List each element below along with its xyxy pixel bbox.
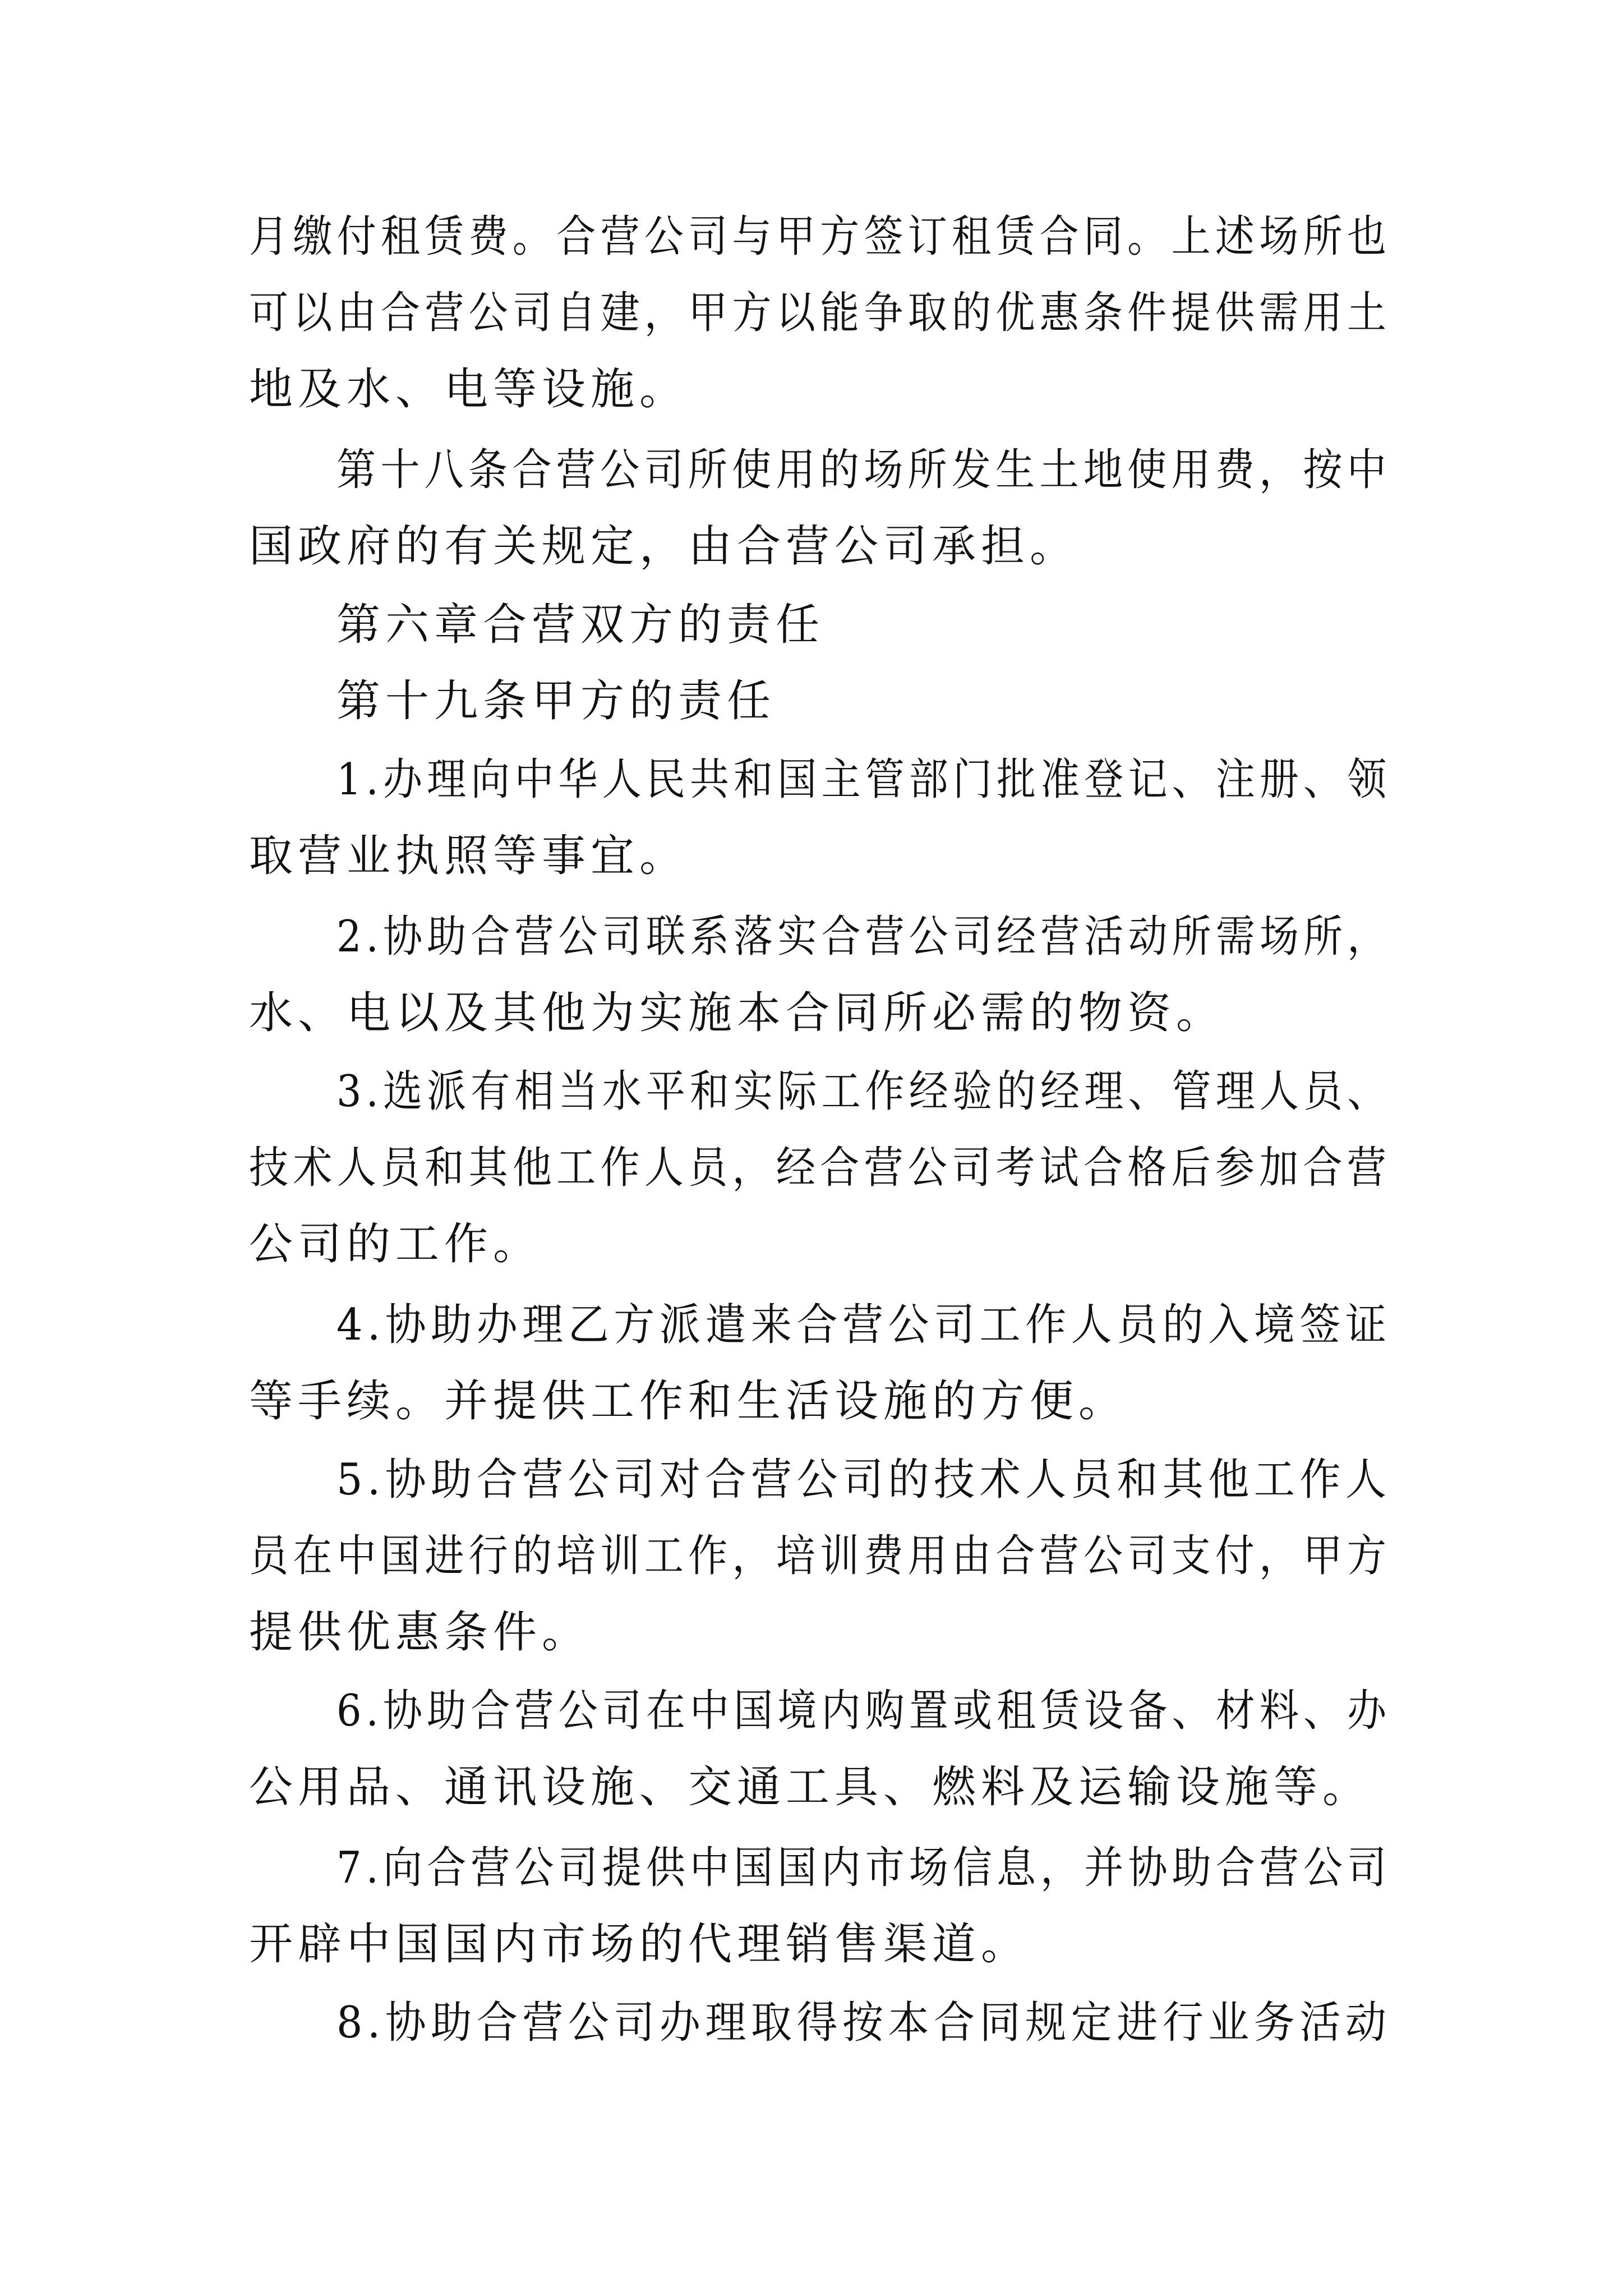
text-line: 月缴付租赁费。合营公司与甲方签订租赁合同。上述场所也 — [249, 211, 1391, 262]
text-line: 开辟中国国内市场的代理销售渠道。 — [249, 1919, 1030, 1970]
text-line: 可以由合营公司自建，甲方以能争取的优惠条件提供需用土 — [249, 288, 1391, 338]
text-line: 水、电以及其他为实施本合同所必需的物资。 — [249, 988, 1225, 1038]
text-line: 等手续。并提供工作和生活设施的方便。 — [249, 1376, 1128, 1427]
text-line: 取营业执照等事宜。 — [249, 831, 689, 881]
text-line: 员在中国进行的培训工作，培训费用由合营公司支付，甲方 — [249, 1531, 1391, 1581]
text-line: 公用品、通讯设施、交通工具、燃料及运输设施等。 — [249, 1762, 1372, 1812]
text-line: 7.向合营公司提供中国国内市场信息，并协助合营公司 — [336, 1843, 1391, 1893]
article-heading: 第十九条甲方的责任 — [336, 676, 776, 726]
chapter-heading: 第六章合营双方的责任 — [336, 600, 825, 650]
text-line: 地及水、电等设施。 — [249, 364, 689, 415]
text-line: 4.协助办理乙方派遣来合营公司工作人员的入境签证 — [336, 1300, 1391, 1350]
text-line: 8.协助合营公司办理取得按本合同规定进行业务活动 — [336, 1998, 1391, 2048]
text-line: 技术人员和其他工作人员，经合营公司考试合格后参加合营 — [249, 1143, 1391, 1193]
text-line: 6.协助合营公司在中国境内购置或租赁设备、材料、办 — [336, 1686, 1391, 1736]
text-line: 第十八条合营公司所使用的场所发生土地使用费，按中 — [336, 445, 1391, 495]
text-line: 公司的工作。 — [249, 1219, 542, 1269]
text-line: 国政府的有关规定，由合营公司承担。 — [249, 521, 1079, 572]
text-line: 提供优惠条件。 — [249, 1607, 591, 1658]
text-line: 2.协助合营公司联系落实合营公司经营活动所需场所， — [336, 912, 1391, 962]
text-line: 5.协助合营公司对合营公司的技术人员和其他工作人 — [336, 1455, 1391, 1505]
text-line: 3.选派有相当水平和实际工作经验的经理、管理人员、 — [336, 1066, 1391, 1117]
text-line: 1.办理向中华人民共和国主管部门批准登记、注册、领 — [336, 754, 1391, 805]
